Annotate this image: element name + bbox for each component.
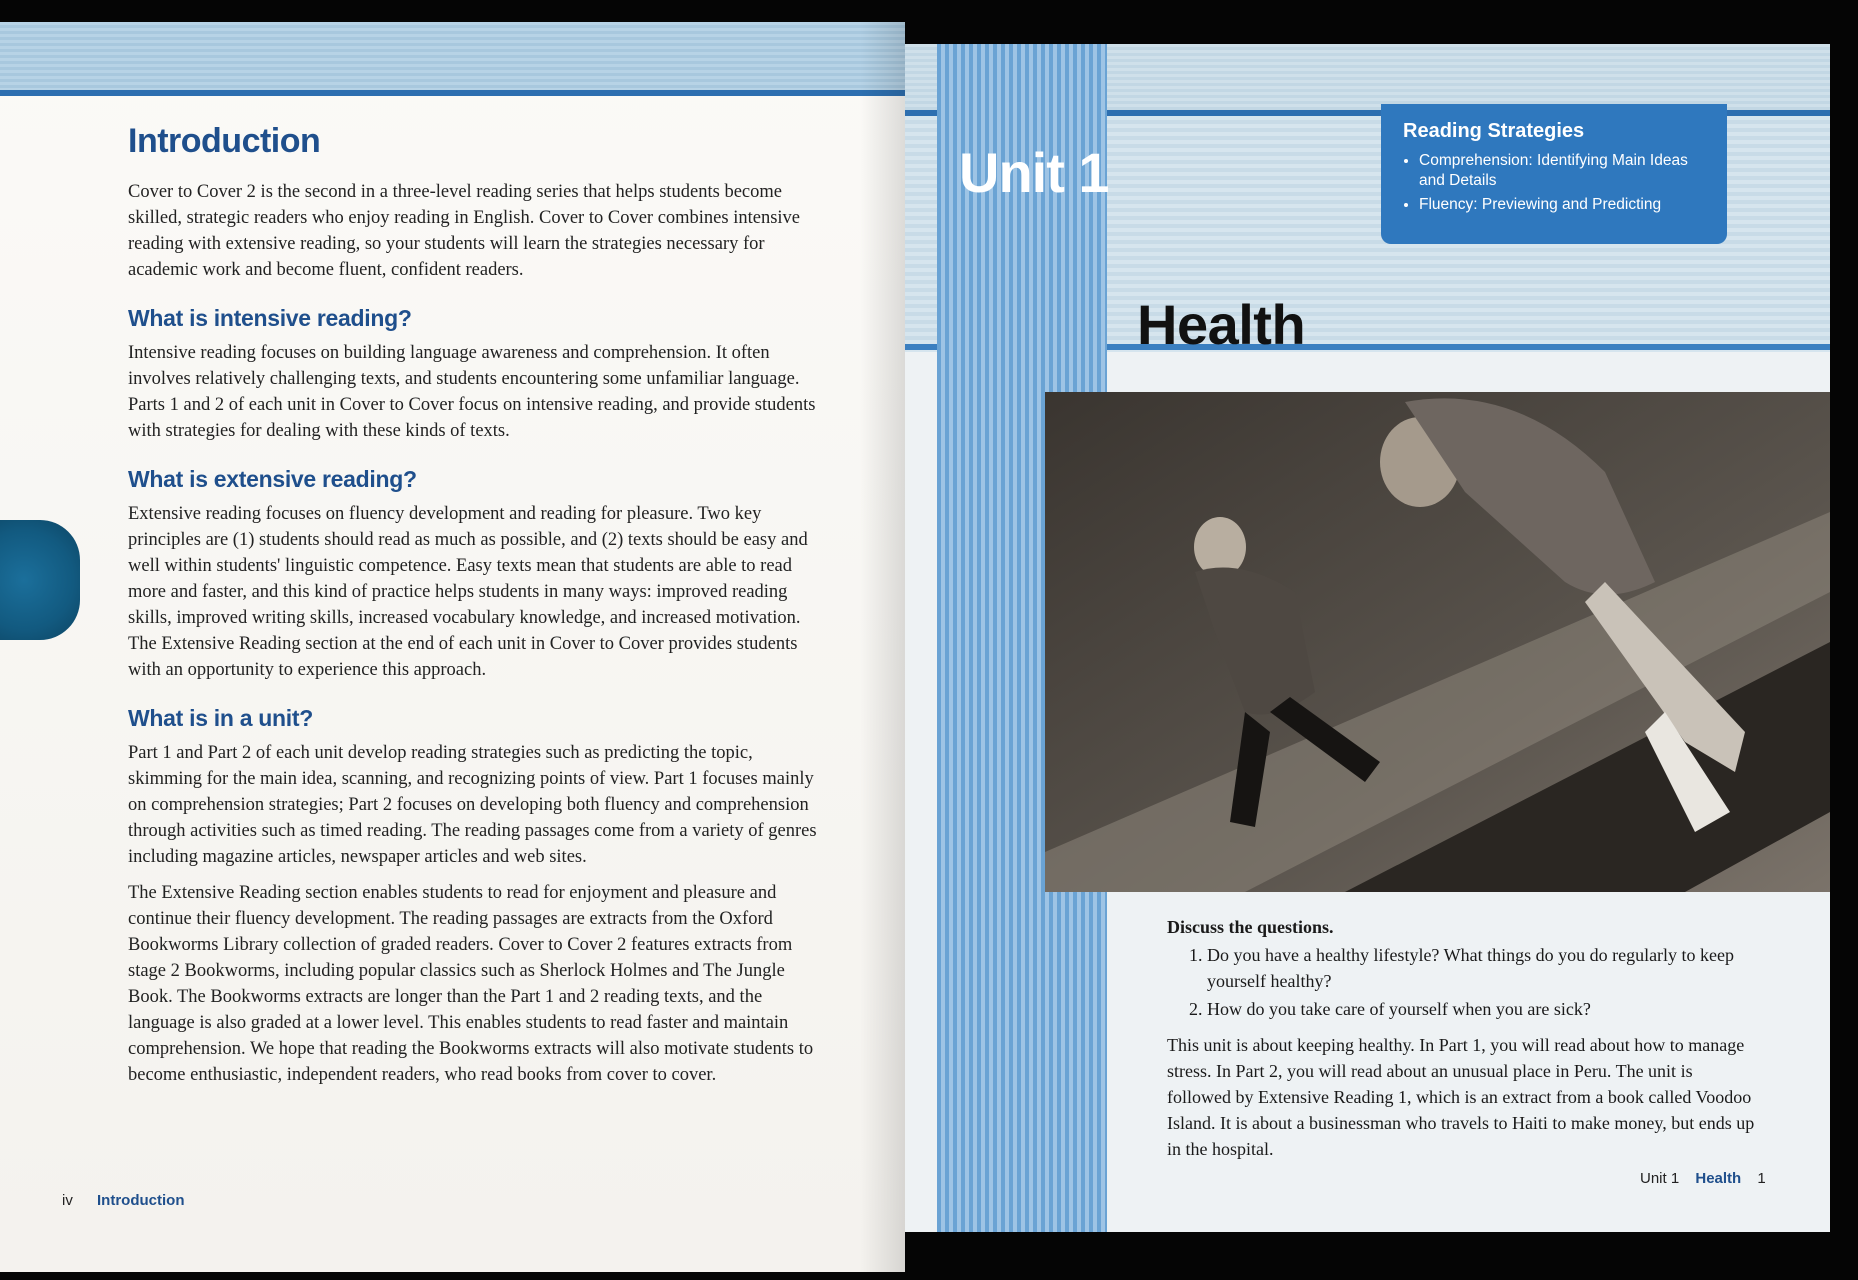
right-page-footer bbox=[1640, 1170, 1766, 1187]
question-item: 2. How do you take care of yourself when you are sick? bbox=[1207, 996, 1757, 1022]
strategy-item: • Comprehension: Identifying Main Ideas and Details bbox=[1419, 151, 1705, 191]
left-page-footer bbox=[62, 1192, 185, 1209]
unit-label: Unit 1 bbox=[959, 141, 1109, 204]
left-header-band bbox=[0, 22, 905, 94]
section-paragraph-unit-2: The Extensive Reading section enables students to read for enjoyment and pleasure and continue their fluency development. The reading passages are extracts from the Oxford Bookworms Library collection of graded readers. Cover to Cover 2 features extracts from stage 2 Bookworms, including popular classics such as Sherlock Holmes and The Jungle Book. The Bookworms extracts are longer than the Part 1 and 2 reading texts, and the language is also graded at a lower level. This enables students to read faster and maintain comprehension. We hope that reading the Bookworms extracts will also motivate students to become enthusiastic, independent readers, who read books from cover to cover. bbox=[128, 883, 814, 1085]
right-page bbox=[905, 44, 1830, 1232]
left-header-rule bbox=[0, 90, 905, 96]
strategies-list bbox=[1403, 151, 1705, 215]
strategy-item: • Fluency: Previewing and Predicting bbox=[1419, 195, 1705, 215]
footer-label: Introduction bbox=[97, 1192, 185, 1209]
left-page bbox=[0, 22, 905, 1272]
discuss-heading: Discuss the questions. bbox=[1167, 917, 1334, 937]
introduction-content bbox=[128, 122, 818, 1098]
section-paragraph-extensive: Extensive reading focuses on fluency development and reading for pleasure. Two key principles are (1) students should read as much as possible, and (2) texts should be easy and well within students' linguistic competence. Easy texts mean that students are able to read more and faster, and this kind of practice helps students in many ways: improved reading skills, improved writing skills, increased vocabulary knowledge, and increased motivation. The Extensive Reading section at the end of each unit in Cover to Cover provides students with an opportunity to experience this approach. bbox=[128, 504, 808, 680]
footer-label: Health bbox=[1695, 1170, 1742, 1187]
strategies-title: Reading Strategies bbox=[1403, 120, 1585, 142]
question-list bbox=[1167, 942, 1757, 1022]
unit-title: Health bbox=[1137, 293, 1306, 356]
question-item: 1. Do you have a healthy lifestyle? What things do you do regularly to keep yourself healthy? bbox=[1207, 942, 1757, 994]
gutter-shadow bbox=[860, 22, 905, 1272]
section-heading-intensive: What is intensive reading? bbox=[128, 305, 412, 331]
reading-strategies-box bbox=[1381, 104, 1727, 244]
section-paragraph-intensive: Intensive reading focuses on building language awareness and comprehension. It often involves relatively challenging texts, and students encountering some unfamiliar language. Parts 1 and 2 of each unit in Cover to Cover focus on intensive reading, and provide students with strategies for dealing with these kinds of texts. bbox=[128, 343, 816, 441]
section-paragraph-unit-1: Part 1 and Part 2 of each unit develop reading strategies such as predicting the topic, skimming for the main idea, scanning, and recognizing points of view. Part 1 focuses mainly on comprehension strategies; Part 2 focuses on developing both fluency and comprehension through activities such as timed reading. The reading passages come from a variety of genres including magazine articles, newspaper articles and web sites. bbox=[128, 743, 817, 867]
page-number: iv bbox=[62, 1192, 73, 1209]
page-title: Introduction bbox=[128, 122, 321, 160]
intro-paragraph: Cover to Cover 2 is the second in a three-level reading series that helps students become skilled, strategic readers who enjoy reading in English. Cover to Cover combines intensive reading with extensive reading, so your students will learn the strategies necessary for academic work and become fluent, confident readers. bbox=[128, 182, 801, 280]
discussion-section bbox=[1167, 914, 1757, 1162]
section-heading-unit: What is in a unit? bbox=[128, 705, 313, 731]
page-number: 1 bbox=[1757, 1170, 1766, 1187]
runners-photo bbox=[1045, 392, 1830, 892]
unit-summary: This unit is about keeping healthy. In Part 1, you will read about how to manage stress. In Part 2, you will read about an unusual place in Peru. The unit is followed by Extensive Reading 1, which is an extract from a book called Voodoo Island. It is about a businessman who travels to Haiti to make money, but ends up in the hospital. bbox=[1167, 1035, 1755, 1159]
section-heading-extensive: What is extensive reading? bbox=[128, 466, 417, 492]
fabric-bookmark bbox=[0, 520, 80, 640]
footer-unit: Unit 1 bbox=[1640, 1170, 1680, 1187]
